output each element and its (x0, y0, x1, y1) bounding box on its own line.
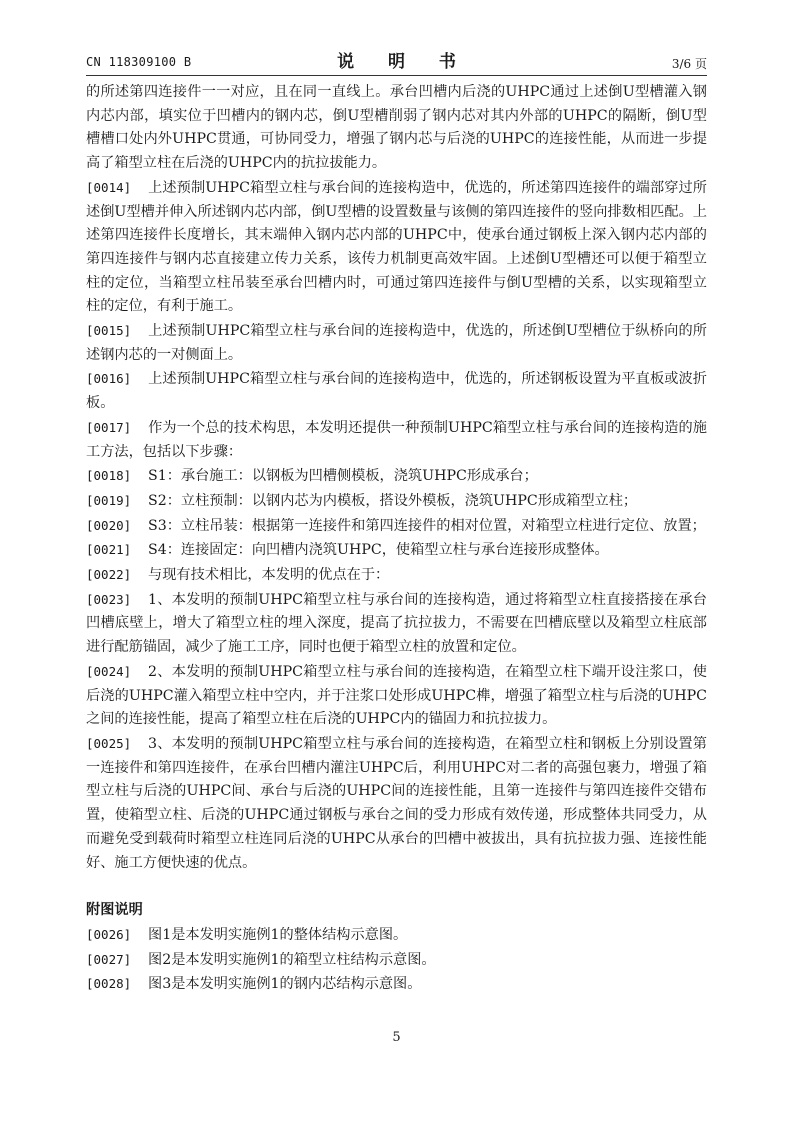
paragraph-number: [0028] (86, 976, 132, 992)
paragraph (86, 81, 707, 176)
paragraph-number: [0016] (86, 371, 132, 387)
paragraph (86, 732, 707, 875)
paragraph (86, 972, 707, 997)
paragraph-number: [0017] (86, 419, 132, 435)
paragraph (86, 489, 707, 514)
paragraph-number: [0021] (86, 542, 132, 558)
paragraph-number: [0025] (86, 735, 132, 751)
paragraph-number: [0027] (86, 951, 132, 967)
paragraph-text: S1：承台施工：以钢板为凹槽侧模板，浇筑UHPC形成承台； (148, 468, 538, 485)
paragraph-text: 1、本发明的预制UHPC箱型立柱与承台间的连接构造，通过将箱型立柱直接搭接在承台凹槽底壁上，增大了箱型立柱的埋入深度，提高了抗拉拔力，不需要在凹槽底壁以及箱型立柱底部进行配筋锚固，减少了施工工序，同时也便于箱型立柱的放置和定位。 (86, 591, 707, 656)
document-body (86, 81, 707, 997)
paragraph-text: 与现有技术相比，本发明的优点在于： (148, 567, 390, 584)
paragraph-text: 上述预制UHPC箱型立柱与承台间的连接构造中，优选的，所述钢板设置为平直板或波折板。 (86, 371, 707, 412)
paragraph (86, 464, 707, 489)
paragraph-text: 2、本发明的预制UHPC箱型立柱与承台间的连接构造，在箱型立柱下端开设注浆口，使后浇的UHPC灌入箱型立柱中空内，并于注浆口处形成UHPC榫，增强了箱型立柱与后浇的UHPC之间的连接性能，提高了箱型立柱在后浇的UHPC内的锚固力和抗拉拔力。 (86, 663, 707, 728)
paragraph (86, 514, 707, 539)
paragraph-text: S3：立柱吊装：根据第一连接件和第四连接件的相对位置，对箱型立柱进行定位、放置； (148, 517, 706, 534)
page-header (86, 47, 707, 73)
paragraph-list (86, 81, 707, 875)
paragraph-text: 图3是本发明实施例1的钢内芯结构示意图。 (148, 976, 422, 993)
paragraph (86, 660, 707, 732)
paragraph (86, 416, 707, 464)
header-rule (86, 75, 707, 76)
paragraph (86, 588, 707, 660)
paragraph-text: 图1是本发明实施例1的整体结构示意图。 (148, 926, 408, 943)
paragraph-text: 作为一个总的技术构思，本发明还提供一种预制UHPC箱型立柱与承台间的连接构造的施工方法，包括以下步骤： (86, 419, 707, 460)
paragraph-number: [0019] (86, 492, 132, 508)
paragraph-text: 上述预制UHPC箱型立柱与承台间的连接构造中，优选的，所述第四连接件的端部穿过所述倒U型槽并伸入所述钢内芯内部，倒U型槽的设置数量与该侧的第四连接件的竖向排数相匹配。上述第四连接件长度增长，其末端伸入钢内芯内部的UHPC中，使承台通过钢板上深入钢内芯内部的第四连接件与钢内芯直接建立传力关系，该传力机制更高效牢固。上述倒U型槽还可以便于箱型立柱的定位，当箱型立柱吊装至承台凹槽内时，可通过第四连接件与倒U型槽的关系，以实现箱型立柱的定位，有利于施工。 (86, 179, 707, 315)
paragraph (86, 319, 707, 367)
paragraph (86, 948, 707, 973)
paragraph-text: 3、本发明的预制UHPC箱型立柱与承台间的连接构造，在箱型立柱和钢板上分别设置第一连接件和第四连接件，在承台凹槽内灌注UHPC后，利用UHPC对二者的高强包裹力，增强了箱型立柱与后浇的UHPC间、承台与后浇的UHPC间的连接性能，且第一连接件与第四连接件交错布置，使箱型立柱、后浇的UHPC通过钢板与承台之间的受力形成有效传递，形成整体共同受力，从而避免受到载荷时箱型立柱连同后浇的UHPC从承台的凹槽中被拔出，具有抗拉拔力强、连接性能好、施工方便快速的优点。 (86, 735, 707, 871)
section-title: 附图说明 (86, 902, 143, 919)
page-indicator: 3/6 页 (671, 57, 707, 71)
paragraph-number: [0026] (86, 926, 132, 942)
paragraph (86, 923, 707, 948)
paragraph-text: 图2是本发明实施例1的箱型立柱结构示意图。 (148, 951, 436, 968)
paragraph-text: 的所述第四连接件一一对应，且在同一直线上。承台凹槽内后浇的UHPC通过上述倒U型槽灌入钢内芯内部，填实位于凹槽内的钢内芯，倒U型槽削弱了钢内芯对其内外部的UHPC的隔断，倒U型槽槽口处内外UHPC贯通，可协同受力，增强了钢内芯与后浇的UHPC的连接性能，从而进一步提高了箱型立柱在后浇的UHPC内的抗拉拔能力。 (86, 84, 707, 172)
paragraph-number: [0015] (86, 323, 132, 339)
page-number: 5 (392, 1030, 401, 1045)
paragraph (86, 538, 707, 563)
paragraph-text: S2：立柱预制：以钢内芯为内模板，搭设外模板，浇筑UHPC形成箱型立柱； (148, 492, 638, 509)
figure-list (86, 923, 707, 997)
paragraph (86, 563, 707, 588)
paragraph (86, 176, 707, 319)
paragraph-number: [0018] (86, 468, 132, 484)
patent-number: CN 118309100 B (86, 55, 192, 69)
paragraph-number: [0022] (86, 567, 132, 583)
paragraph-number: [0024] (86, 663, 132, 679)
paragraph-number: [0014] (86, 179, 132, 195)
document-title: 说 明 书 (337, 52, 470, 72)
paragraph-text: S4：连接固定：向凹槽内浇筑UHPC，使箱型立柱与承台连接形成整体。 (148, 542, 609, 559)
paragraph-number: [0020] (86, 517, 132, 533)
paragraph-text: 上述预制UHPC箱型立柱与承台间的连接构造中，优选的，所述倒U型槽位于纵桥向的所述钢内芯的一对侧面上。 (86, 323, 707, 363)
paragraph-number: [0023] (86, 591, 132, 607)
paragraph (86, 367, 707, 415)
